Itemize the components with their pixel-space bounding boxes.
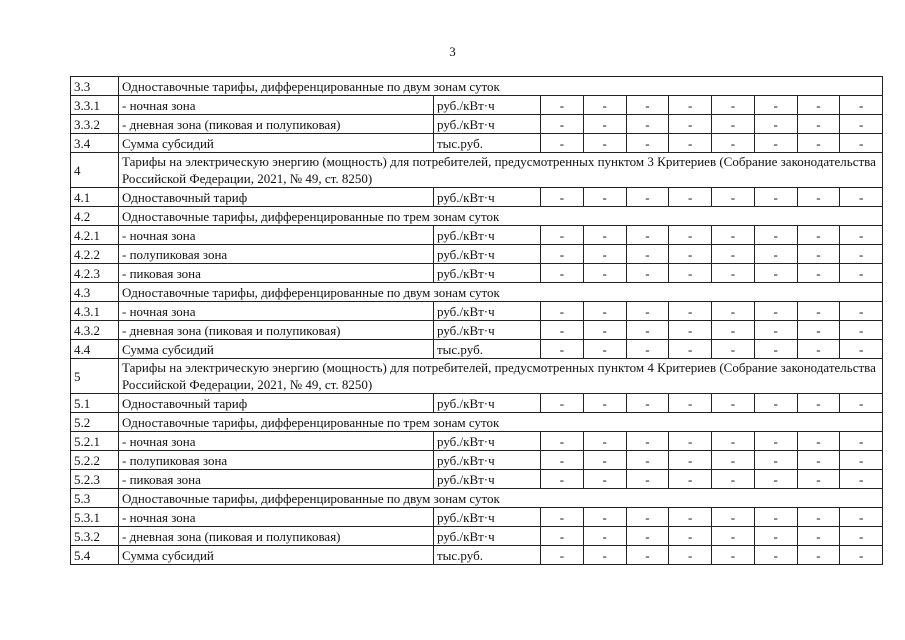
section-title-cell: Тарифы на электрическую энергию (мощность) для потребителей, предусмотренных пунктом 3 Критериев (Собрание законодательства Российской Федерации, 2021, № 49, ст. 8250)	[119, 153, 883, 188]
value-cell: -	[541, 508, 584, 527]
row-number-cell: 4.3.1	[71, 302, 119, 321]
value-cell: -	[754, 96, 797, 115]
value-cell: -	[583, 527, 626, 546]
value-cell: -	[797, 302, 840, 321]
value-cell: -	[840, 96, 883, 115]
table-row	[71, 451, 883, 470]
value-cell: -	[754, 115, 797, 134]
value-cell: -	[626, 508, 669, 527]
table-row	[71, 115, 883, 134]
value-cell: -	[712, 546, 755, 565]
value-cell: -	[669, 226, 712, 245]
row-name-cell: - пиковая зона	[119, 470, 434, 489]
unit-cell: руб./кВт·ч	[434, 394, 541, 413]
table-row	[71, 394, 883, 413]
value-cell: -	[840, 302, 883, 321]
value-cell: -	[583, 226, 626, 245]
row-name-cell: - дневная зона (пиковая и полупиковая)	[119, 115, 434, 134]
section-title-cell: Одноставочные тарифы, дифференцированные по двум зонам суток	[119, 489, 883, 508]
section-row	[71, 207, 883, 226]
value-cell: -	[583, 134, 626, 153]
value-cell: -	[669, 394, 712, 413]
row-number-cell: 3.4	[71, 134, 119, 153]
value-cell: -	[669, 245, 712, 264]
value-cell: -	[583, 508, 626, 527]
unit-cell: руб./кВт·ч	[434, 96, 541, 115]
value-cell: -	[626, 134, 669, 153]
unit-cell: руб./кВт·ч	[434, 302, 541, 321]
unit-cell: руб./кВт·ч	[434, 188, 541, 207]
row-number-cell: 4.3.2	[71, 321, 119, 340]
table-row	[71, 96, 883, 115]
value-cell: -	[541, 394, 584, 413]
value-cell: -	[626, 470, 669, 489]
unit-cell: руб./кВт·ч	[434, 245, 541, 264]
value-cell: -	[541, 321, 584, 340]
value-cell: -	[840, 451, 883, 470]
section-row	[71, 359, 883, 394]
value-cell: -	[754, 340, 797, 359]
value-cell: -	[754, 432, 797, 451]
value-cell: -	[840, 508, 883, 527]
value-cell: -	[541, 264, 584, 283]
value-cell: -	[626, 188, 669, 207]
value-cell: -	[712, 188, 755, 207]
value-cell: -	[797, 226, 840, 245]
value-cell: -	[583, 302, 626, 321]
unit-cell: руб./кВт·ч	[434, 451, 541, 470]
table-row	[71, 432, 883, 451]
row-name-cell: - дневная зона (пиковая и полупиковая)	[119, 321, 434, 340]
section-title-cell: Одноставочные тарифы, дифференцированные по двум зонам суток	[119, 77, 883, 96]
value-cell: -	[797, 470, 840, 489]
value-cell: -	[583, 96, 626, 115]
value-cell: -	[797, 115, 840, 134]
table-row	[71, 188, 883, 207]
value-cell: -	[583, 264, 626, 283]
value-cell: -	[626, 115, 669, 134]
section-title-cell: Одноставочные тарифы, дифференцированные по трем зонам суток	[119, 207, 883, 226]
value-cell: -	[712, 115, 755, 134]
row-number-cell: 4.3	[71, 283, 119, 302]
value-cell: -	[754, 527, 797, 546]
value-cell: -	[669, 546, 712, 565]
row-number-cell: 3.3.2	[71, 115, 119, 134]
value-cell: -	[583, 394, 626, 413]
section-row	[71, 413, 883, 432]
value-cell: -	[712, 245, 755, 264]
value-cell: -	[797, 96, 840, 115]
section-row	[71, 153, 883, 188]
row-number-cell: 4	[71, 153, 119, 188]
row-number-cell: 5.3.1	[71, 508, 119, 527]
row-number-cell: 5	[71, 359, 119, 394]
section-title-cell: Одноставочные тарифы, дифференцированные по двум зонам суток	[119, 283, 883, 302]
value-cell: -	[754, 264, 797, 283]
value-cell: -	[797, 264, 840, 283]
value-cell: -	[797, 340, 840, 359]
value-cell: -	[669, 115, 712, 134]
value-cell: -	[583, 432, 626, 451]
value-cell: -	[712, 134, 755, 153]
value-cell: -	[541, 340, 584, 359]
value-cell: -	[669, 451, 712, 470]
unit-cell: руб./кВт·ч	[434, 470, 541, 489]
value-cell: -	[712, 226, 755, 245]
value-cell: -	[583, 115, 626, 134]
table-row	[71, 245, 883, 264]
value-cell: -	[840, 432, 883, 451]
value-cell: -	[840, 546, 883, 565]
value-cell: -	[541, 115, 584, 134]
value-cell: -	[669, 527, 712, 546]
value-cell: -	[754, 134, 797, 153]
unit-cell: руб./кВт·ч	[434, 115, 541, 134]
value-cell: -	[626, 96, 669, 115]
row-name-cell: Сумма субсидий	[119, 546, 434, 565]
row-number-cell: 5.4	[71, 546, 119, 565]
row-number-cell: 5.2.1	[71, 432, 119, 451]
value-cell: -	[712, 527, 755, 546]
value-cell: -	[840, 226, 883, 245]
value-cell: -	[583, 546, 626, 565]
unit-cell: руб./кВт·ч	[434, 321, 541, 340]
value-cell: -	[797, 188, 840, 207]
value-cell: -	[626, 340, 669, 359]
value-cell: -	[840, 245, 883, 264]
row-name-cell: - ночная зона	[119, 226, 434, 245]
value-cell: -	[541, 188, 584, 207]
value-cell: -	[712, 264, 755, 283]
value-cell: -	[626, 432, 669, 451]
value-cell: -	[541, 451, 584, 470]
value-cell: -	[583, 451, 626, 470]
value-cell: -	[626, 321, 669, 340]
value-cell: -	[541, 470, 584, 489]
table-row	[71, 226, 883, 245]
value-cell: -	[797, 134, 840, 153]
row-number-cell: 5.1	[71, 394, 119, 413]
value-cell: -	[840, 134, 883, 153]
row-number-cell: 4.2	[71, 207, 119, 226]
value-cell: -	[583, 340, 626, 359]
value-cell: -	[754, 508, 797, 527]
value-cell: -	[583, 245, 626, 264]
value-cell: -	[712, 394, 755, 413]
table-row	[71, 264, 883, 283]
value-cell: -	[797, 508, 840, 527]
table-row	[71, 321, 883, 340]
value-cell: -	[840, 115, 883, 134]
value-cell: -	[583, 188, 626, 207]
value-cell: -	[840, 470, 883, 489]
row-name-cell: - ночная зона	[119, 432, 434, 451]
row-number-cell: 4.1	[71, 188, 119, 207]
value-cell: -	[541, 245, 584, 264]
value-cell: -	[669, 432, 712, 451]
value-cell: -	[754, 226, 797, 245]
tariff-table	[70, 76, 883, 565]
unit-cell: руб./кВт·ч	[434, 527, 541, 546]
row-name-cell: - ночная зона	[119, 96, 434, 115]
value-cell: -	[840, 264, 883, 283]
value-cell: -	[797, 245, 840, 264]
value-cell: -	[669, 134, 712, 153]
value-cell: -	[754, 451, 797, 470]
value-cell: -	[669, 264, 712, 283]
row-name-cell: Одноставочный тариф	[119, 188, 434, 207]
value-cell: -	[840, 394, 883, 413]
value-cell: -	[669, 508, 712, 527]
value-cell: -	[712, 470, 755, 489]
table-row	[71, 508, 883, 527]
row-number-cell: 3.3.1	[71, 96, 119, 115]
value-cell: -	[541, 527, 584, 546]
row-number-cell: 5.3	[71, 489, 119, 508]
page-number: 3	[449, 44, 456, 59]
row-name-cell: Сумма субсидий	[119, 134, 434, 153]
section-title-cell: Тарифы на электрическую энергию (мощность) для потребителей, предусмотренных пунктом 4 Критериев (Собрание законодательства Российской Федерации, 2021, № 49, ст. 8250)	[119, 359, 883, 394]
row-name-cell: - ночная зона	[119, 302, 434, 321]
value-cell: -	[754, 394, 797, 413]
value-cell: -	[626, 527, 669, 546]
value-cell: -	[712, 321, 755, 340]
value-cell: -	[626, 226, 669, 245]
row-name-cell: - полупиковая зона	[119, 451, 434, 470]
value-cell: -	[669, 96, 712, 115]
tariff-table-body	[71, 77, 883, 565]
value-cell: -	[626, 451, 669, 470]
row-number-cell: 3.3	[71, 77, 119, 96]
row-number-cell: 5.2	[71, 413, 119, 432]
value-cell: -	[541, 226, 584, 245]
value-cell: -	[712, 451, 755, 470]
value-cell: -	[840, 321, 883, 340]
table-row	[71, 340, 883, 359]
unit-cell: тыс.руб.	[434, 134, 541, 153]
value-cell: -	[669, 188, 712, 207]
value-cell: -	[626, 546, 669, 565]
value-cell: -	[754, 245, 797, 264]
value-cell: -	[754, 321, 797, 340]
value-cell: -	[626, 394, 669, 413]
value-cell: -	[541, 432, 584, 451]
unit-cell: тыс.руб.	[434, 340, 541, 359]
table-row	[71, 302, 883, 321]
unit-cell: руб./кВт·ч	[434, 432, 541, 451]
value-cell: -	[754, 188, 797, 207]
value-cell: -	[626, 264, 669, 283]
row-number-cell: 5.3.2	[71, 527, 119, 546]
row-name-cell: - ночная зона	[119, 508, 434, 527]
row-number-cell: 4.2.2	[71, 245, 119, 264]
section-row	[71, 489, 883, 508]
value-cell: -	[583, 470, 626, 489]
section-row	[71, 283, 883, 302]
value-cell: -	[840, 340, 883, 359]
value-cell: -	[712, 508, 755, 527]
unit-cell: руб./кВт·ч	[434, 264, 541, 283]
value-cell: -	[541, 134, 584, 153]
unit-cell: руб./кВт·ч	[434, 226, 541, 245]
value-cell: -	[797, 527, 840, 546]
value-cell: -	[840, 527, 883, 546]
value-cell: -	[712, 302, 755, 321]
table-row	[71, 546, 883, 565]
value-cell: -	[840, 188, 883, 207]
value-cell: -	[712, 432, 755, 451]
value-cell: -	[541, 302, 584, 321]
row-number-cell: 5.2.3	[71, 470, 119, 489]
value-cell: -	[797, 451, 840, 470]
section-title-cell: Одноставочные тарифы, дифференцированные по трем зонам суток	[119, 413, 883, 432]
row-number-cell: 4.2.1	[71, 226, 119, 245]
value-cell: -	[669, 340, 712, 359]
value-cell: -	[669, 302, 712, 321]
row-name-cell: Сумма субсидий	[119, 340, 434, 359]
row-name-cell: - пиковая зона	[119, 264, 434, 283]
value-cell: -	[541, 96, 584, 115]
value-cell: -	[541, 546, 584, 565]
row-number-cell: 4.2.3	[71, 264, 119, 283]
value-cell: -	[797, 321, 840, 340]
value-cell: -	[669, 470, 712, 489]
unit-cell: тыс.руб.	[434, 546, 541, 565]
row-number-cell: 5.2.2	[71, 451, 119, 470]
table-row	[71, 470, 883, 489]
unit-cell: руб./кВт·ч	[434, 508, 541, 527]
value-cell: -	[669, 321, 712, 340]
row-name-cell: - полупиковая зона	[119, 245, 434, 264]
row-name-cell: Одноставочный тариф	[119, 394, 434, 413]
section-row	[71, 77, 883, 96]
value-cell: -	[797, 432, 840, 451]
row-number-cell: 4.4	[71, 340, 119, 359]
value-cell: -	[583, 321, 626, 340]
value-cell: -	[797, 546, 840, 565]
row-name-cell: - дневная зона (пиковая и полупиковая)	[119, 527, 434, 546]
value-cell: -	[712, 340, 755, 359]
table-row	[71, 527, 883, 546]
value-cell: -	[754, 302, 797, 321]
value-cell: -	[626, 245, 669, 264]
value-cell: -	[797, 394, 840, 413]
value-cell: -	[754, 470, 797, 489]
value-cell: -	[754, 546, 797, 565]
value-cell: -	[626, 302, 669, 321]
table-row	[71, 134, 883, 153]
value-cell: -	[712, 96, 755, 115]
